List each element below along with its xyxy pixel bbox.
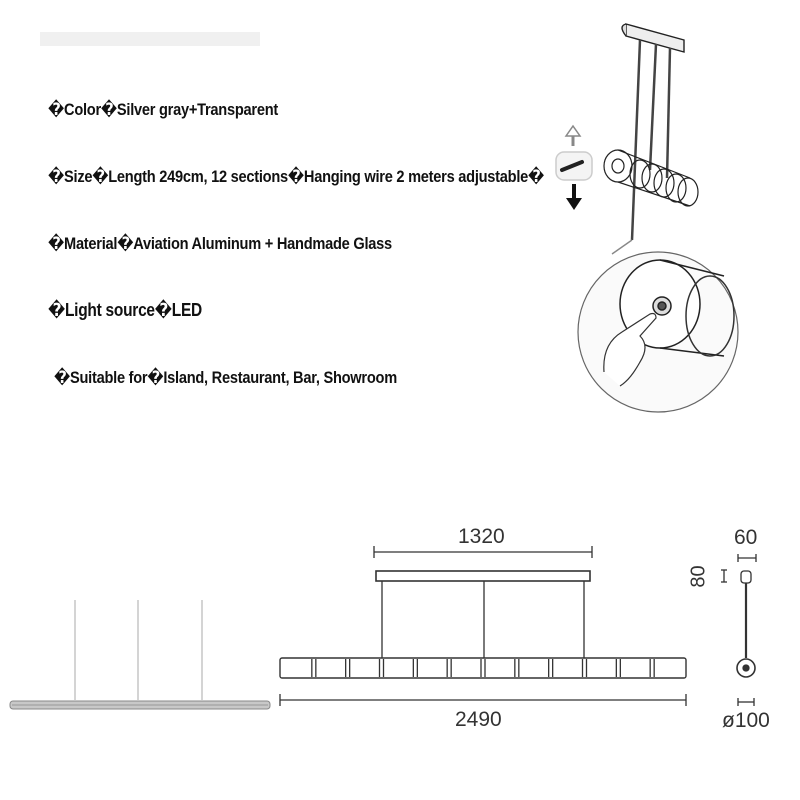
down-arrow-icon bbox=[566, 198, 582, 210]
adjust-control bbox=[556, 126, 592, 210]
dim-label-80: 80 bbox=[687, 565, 710, 588]
front-view-drawing bbox=[280, 546, 686, 706]
hanging-illustration bbox=[578, 24, 738, 412]
hanging-wire-left bbox=[632, 40, 640, 240]
up-arrow-icon bbox=[566, 126, 580, 136]
spec-suitable-for: �Suitable for�Island, Restaurant, Bar, Showroom bbox=[54, 368, 397, 387]
dim-label-2490: 2490 bbox=[455, 708, 502, 731]
dim-label-diameter: ø100 bbox=[722, 709, 770, 732]
dim-label-1320: 1320 bbox=[458, 525, 505, 548]
hanging-wire-right bbox=[667, 48, 670, 178]
ceiling-bar bbox=[376, 571, 590, 581]
spec-material: �Material�Aviation Aluminum + Handmade Glass bbox=[48, 234, 392, 253]
spec-color: �Color�Silver gray+Transparent bbox=[48, 100, 278, 119]
side-canopy bbox=[741, 571, 751, 583]
hanging-wire-mid bbox=[650, 44, 656, 170]
dim-label-60: 60 bbox=[734, 526, 758, 549]
tube-outline bbox=[280, 658, 686, 678]
spec-size: �Size�Length 249cm, 12 sections�Hanging wire 2 meters adjustable� bbox=[48, 167, 545, 186]
side-tube-center bbox=[743, 665, 749, 671]
side-view-drawing bbox=[721, 554, 756, 706]
canopy-top bbox=[622, 24, 684, 52]
zoom-connector bbox=[612, 240, 632, 254]
spec-light-source: �Light source�LED bbox=[48, 300, 202, 320]
lamp-photo bbox=[10, 600, 270, 709]
